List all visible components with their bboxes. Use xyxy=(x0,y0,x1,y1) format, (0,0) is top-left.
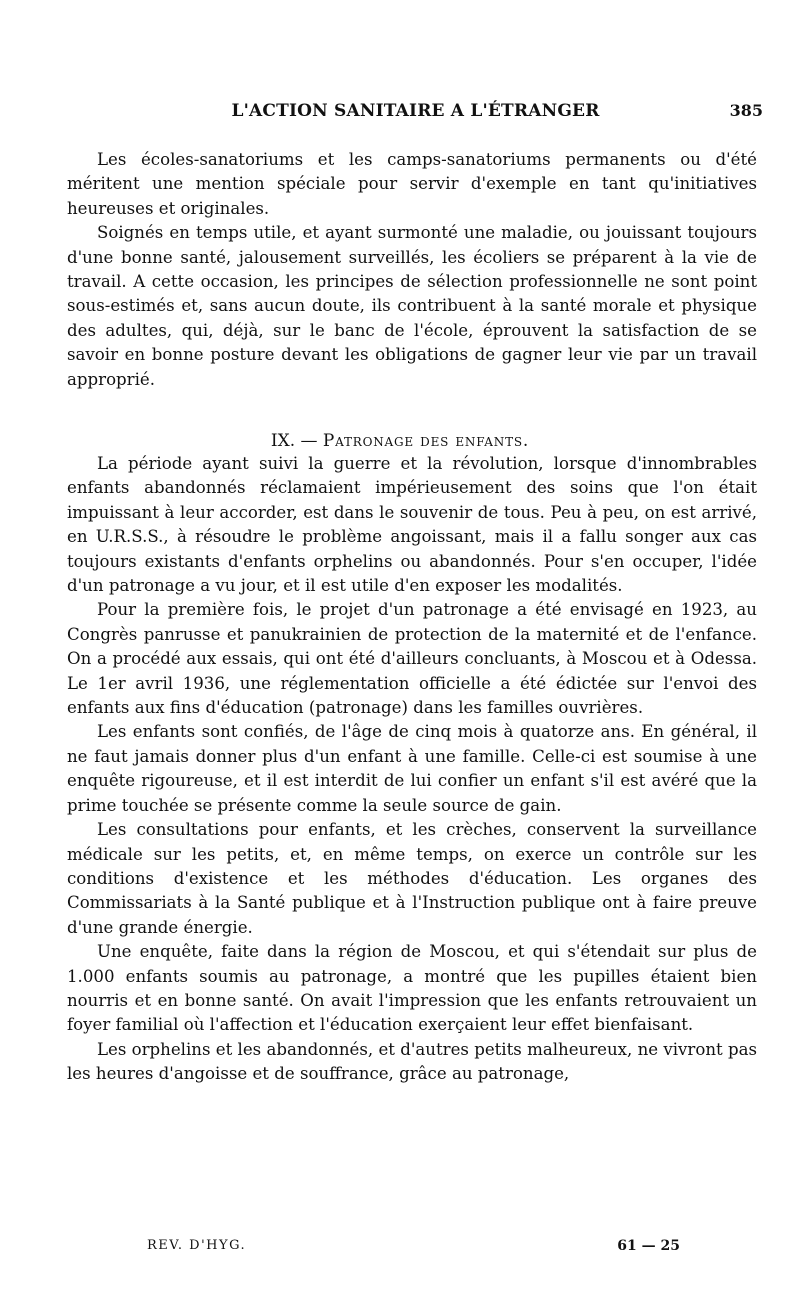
paragraph: Soignés en temps utile, et ayant surmonté une maladie, ou jouissant toujours d'une bonne santé, jalousement surveillés, les écoliers se préparent à la vie de travail. A cette occasion, les principes de sélection professionnelle ne sont point sous-estimés et, sans aucun doute, ils contribuent à la santé morale et physique des adultes, qui, déjà, sur le banc de l'école, éprouvent la satisfaction de se savoir en bonne posture devant les obligations de gagner leur vie par un travail approprié. xyxy=(67,223,757,389)
paragraph: Pour la première fois, le projet d'un patronage a été envisagé en 1923, au Congrès panrusse et panukrainien de protection de la maternité et de l'enfance. On a procédé aux essais, qui ont été d'ailleurs concluants, à Moscou et à Odessa. Le 1er avril 1936, une réglementation officielle a été édictée sur l'envoi des enfants aux fins d'éducation (patronage) dans les familles ouvrières. xyxy=(67,600,757,718)
running-head xyxy=(68,101,763,127)
section-title: Patronage des enfants. xyxy=(322,431,530,451)
paragraph: Les orphelins et les abandonnés, et d'autres petits malheureux, ne vivront pas les heures d'angoisse et de souffrance, grâce au patronage, xyxy=(67,1039,757,1084)
paragraph: Une enquête, faite dans la région de Moscou, et qui s'étendait sur plus de 1.000 enfants soumis au patronage, a montré que les pupilles étaient bien nourris et en bonne santé. On avait l'impression que les enfants retrouvaient un foyer familial où l'affection et l'éducation exerçaient leur effet bienfaisant. xyxy=(67,942,757,1035)
text-block-after-section xyxy=(67,452,757,1087)
page-number: 385 xyxy=(729,101,763,120)
text-block-before-section xyxy=(67,148,757,392)
section-dash: — xyxy=(300,431,318,451)
section-heading xyxy=(0,429,800,453)
paragraph: Les enfants sont confiés, de l'âge de cinq mois à quatorze ans. En général, il ne faut jamais donner plus d'un enfant à une famille. Celle-ci est soumise à une enquête rigoureuse, et il est interdit de lui confier un enfant s'il est avéré que la prime touchée se présente comme la seule source de gain. xyxy=(67,722,757,815)
journal-abbreviation: REV. D'HYG. xyxy=(147,1238,247,1253)
signature-mark: 61 — 25 xyxy=(617,1238,680,1254)
paragraph: Les consultations pour enfants, et les crèches, conservent la surveillance médicale sur les petits, et, en même temps, on exerce un contrôle sur les conditions d'existence et les méthodes d'éducation. Les organes des Commissariats à la Santé publique et à l'Instruction publique ont à faire preuve d'une grande énergie. xyxy=(67,820,757,937)
section-numeral: IX. xyxy=(270,431,296,451)
paragraph: Les écoles-sanatoriums et les camps-sanatoriums permanents ou d'été méritent une mention spéciale pour servir d'exemple en tant qu'initiatives heureuses et originales. xyxy=(67,150,757,218)
page-footer xyxy=(147,1238,680,1258)
running-title: L'ACTION SANITAIRE A L'ÉTRANGER xyxy=(231,101,600,121)
paragraph: La période ayant suivi la guerre et la révolution, lorsque d'innombrables enfants abandonnés réclamaient impérieusement des soins que l'on était impuissant à leur accorder, est dans le souvenir de tous. Peu à peu, on est arrivé, en U.R.S.S., à résoudre le problème angoissant, mais il a fallu songer aux cas toujours existants d'enfants orphelins ou abandonnés. Pour s'en occuper, l'idée d'un patronage a vu jour, et il est utile d'en exposer les modalités. xyxy=(67,454,757,596)
